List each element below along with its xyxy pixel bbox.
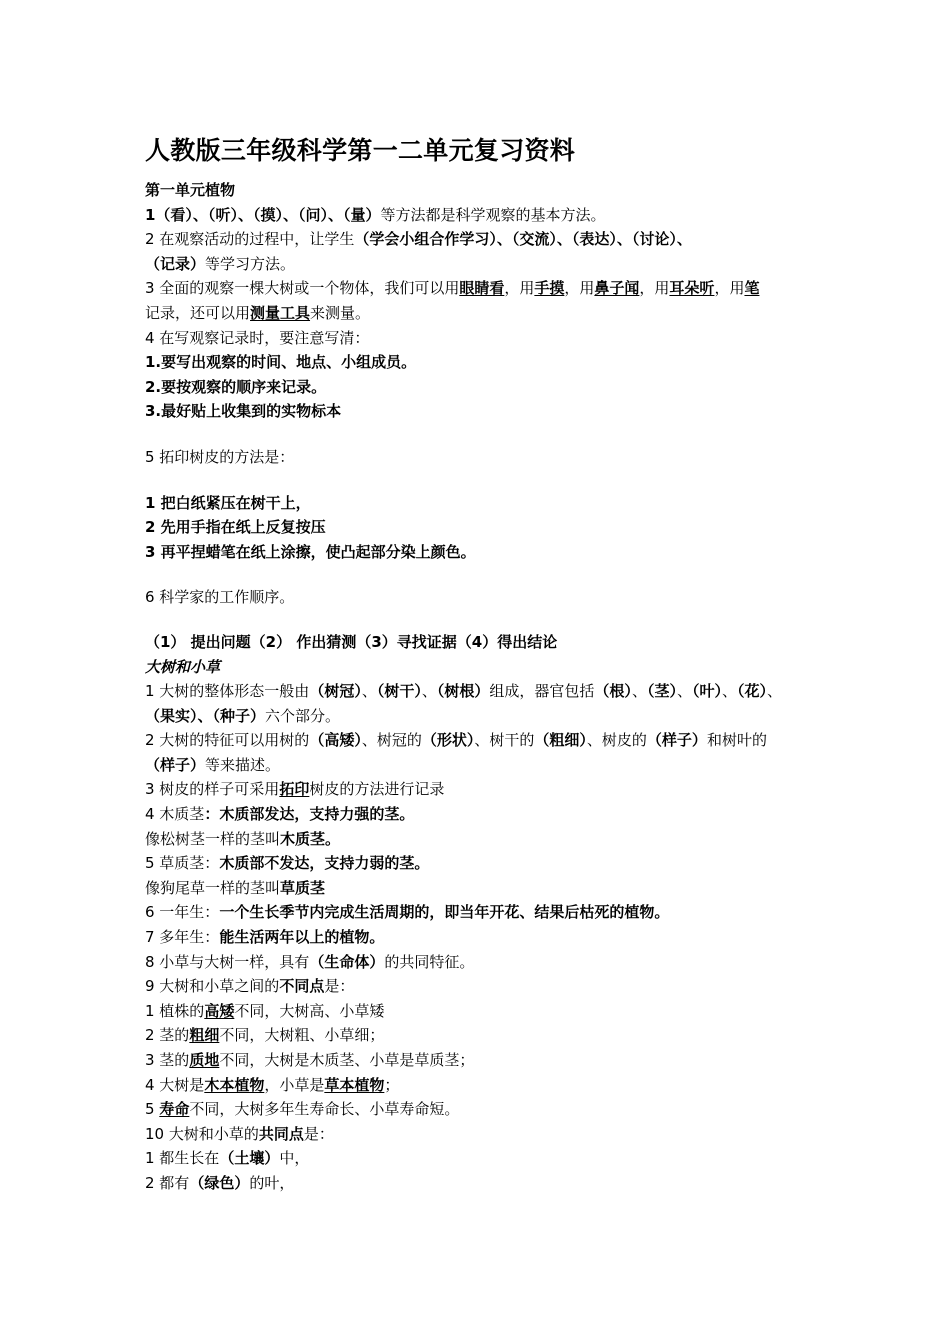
text-line [145,326,815,351]
text-segment: ，用 [504,279,535,298]
text-segment: 来测量。 [310,303,371,322]
text-segment: 等学习方法。 [205,254,296,273]
text-segment: 4 在写观察记录时，要注意写清： [145,328,370,347]
emphasis-text: （形状） [421,731,475,750]
text-segment: 8 小草与大树一样，具有 [145,952,310,971]
text-segment: 3 茎的 [145,1051,190,1069]
text-line [145,252,815,277]
text-segment: 六个部分。 [265,706,341,725]
emphasis-text: （学会小组合作学习）、（交流）、（表达）、（讨论）、 [354,230,692,249]
emphasis-text: （记录） [145,254,206,273]
text-segment: 10 大树和小草的 [145,1124,259,1143]
text-segment: ，用 [714,279,745,298]
emphasis-text: 测量工具 [250,303,311,322]
emphasis-text: （果实）、（种子） [145,706,266,725]
text-line [145,630,815,655]
emphasis-text: （绿色） [189,1173,250,1192]
emphasis-text: 质地 [189,1051,220,1069]
text-line [145,445,815,470]
subsection-heading [145,655,815,680]
text-segment: 1 大树的整体形态一般由 [145,682,310,701]
text-segment: 像松树茎一样的茎叫 [145,829,281,848]
text-segment: 3 全面的观察一棵大树或一个物体，我们可以用 [145,279,460,298]
text-line [145,515,815,540]
emphasis-text: 草质茎 [280,878,326,897]
emphasis-text: 2.要按观察的顺序来记录。 [145,377,327,396]
emphasis-text: （茎） [646,682,677,701]
emphasis-text: 高矮 [204,1001,235,1020]
text-segment: 和树叶的 [706,731,767,750]
emphasis-text: 草本植物 [324,1075,385,1094]
emphasis-text: 不同点 [279,977,325,996]
text-line [145,950,815,975]
text-line [145,679,815,704]
text-segment: ； [384,1075,400,1094]
text-segment: 组成，器官包括 [489,682,595,701]
emphasis-text: 手摸 [534,279,565,298]
emphasis-text: 3 再平捏蜡笔在纸上涂擦，使凸起部分染上颜色。 [145,542,476,561]
text-segment: 5 [145,1100,160,1119]
text-segment: 、 [722,682,738,701]
text-line [145,1048,815,1073]
text-segment: 、 [676,682,692,701]
text-segment: 是： [303,1124,334,1143]
text-segment: 7 多年生： [145,928,220,947]
text-segment: 等方法都是科学观察的基本方法。 [380,205,606,224]
text-segment: ，小草是 [264,1075,325,1094]
emphasis-text: 拓印 [279,780,310,799]
emphasis-text: （粗细） [534,731,587,750]
text-segment: 1 植株的 [145,1001,205,1020]
emphasis-text: 第一单元植物 [145,181,236,199]
text-line [145,900,815,925]
text-segment: 是： [324,977,355,996]
emphasis-text: 耳朵听 [669,279,715,298]
text-line [145,1023,815,1048]
text-segment: 4 木质茎 [145,805,205,824]
emphasis-text: （花） [737,682,768,701]
text-segment: 不同，大树是木质茎、小草是草质茎； [219,1051,475,1069]
text-line [145,777,815,802]
emphasis-text: ：木质部发达，支持力强的茎。 [204,805,415,824]
document-body [145,178,815,1196]
text-line [145,540,815,565]
text-line [145,1122,815,1147]
text-segment: 5 草质茎： [145,854,220,873]
emphasis-text: （根） [594,682,632,701]
text-segment: 、树冠的 [361,731,422,750]
emphasis-text: 2 先用手指在纸上反复按压 [145,518,326,537]
emphasis-text: （高矮） [309,731,362,750]
emphasis-text: （生命体） [309,952,385,971]
text-segment: 像狗尾草一样的茎叫 [145,878,281,897]
text-segment: 等来描述。 [205,755,281,774]
emphasis-text: 1.要写出观察的时间、地点、小组成员。 [145,353,417,372]
text-segment: 、 [767,682,783,701]
emphasis-text: 一个生长季节内完成生活周期的，即当年开花、结果后枯死的植物。 [219,903,670,922]
text-line [145,1146,815,1171]
text-line [145,1097,815,1122]
text-line [145,876,815,901]
text-line [145,399,815,424]
text-line [145,350,815,375]
text-line [145,203,815,228]
text-line [145,974,815,999]
emphasis-text: （土壤） [219,1149,280,1168]
text-segment: ，用 [564,279,595,298]
text-segment: 2 大树的特征可以用树的 [145,731,310,750]
text-line [145,728,815,753]
text-segment: 2 茎的 [145,1026,190,1045]
text-line [145,276,815,301]
text-segment: 、 [361,682,377,701]
emphasis-text: （样子） [646,731,707,750]
text-segment: 9 大树和小草之间的 [145,977,280,996]
text-segment: 5 拓印树皮的方法是： [145,447,295,466]
emphasis-text: （树根） [436,682,490,701]
emphasis-text: 木质部不发达，支持力弱的茎。 [219,854,430,873]
text-line [145,1171,815,1196]
emphasis-text: 共同点 [258,1124,304,1143]
document-page [145,134,815,1196]
emphasis-text: 粗细 [189,1026,220,1045]
text-line [145,925,815,950]
text-line [145,375,815,400]
emphasis-text: （叶） [691,682,722,701]
text-segment: 2 都有 [145,1173,190,1192]
emphasis-text: 眼睛看 [459,279,505,298]
text-segment: 3 树皮的样子可采用 [145,780,280,799]
text-segment: 2 在观察活动的过程中，让学生 [145,230,355,249]
text-line [145,585,815,610]
text-segment: 、树干的 [474,731,535,750]
text-segment: 中， [279,1149,310,1168]
text-segment: 、 [421,682,437,701]
text-segment: 、树皮的 [586,731,647,750]
emphasis-text: 大树和小草 [145,657,221,676]
text-segment: 1 都生长在 [145,1149,220,1168]
text-line [145,999,815,1024]
emphasis-text: 能生活两年以上的植物。 [219,928,385,947]
text-line [145,1073,815,1098]
text-segment: 不同，大树粗、小草细； [219,1026,385,1045]
text-segment: 、 [631,682,647,701]
text-segment: 树皮的方法进行记录 [309,780,445,799]
text-segment: 记录，还可以用 [145,303,251,322]
emphasis-text: 1 把白纸紧压在树干上， [145,493,311,512]
section-heading [145,178,815,203]
text-line [145,704,815,729]
text-segment: 6 一年生： [145,903,220,922]
emphasis-text: （1） 提出问题（2） 作出猜测（3）寻找证据（4）得出结论 [145,632,558,651]
text-segment: 的共同特征。 [384,952,475,971]
text-line [145,827,815,852]
emphasis-text: 木本植物 [204,1075,265,1094]
text-segment: 的叶， [249,1173,295,1192]
text-line [145,851,815,876]
document-title: 人教版三年级科学第一二单元复习资料 [145,136,576,165]
emphasis-text: 笔 [744,279,760,298]
text-segment: 不同，大树高、小草矮 [234,1001,385,1020]
text-segment: 4 大树是 [145,1075,205,1094]
emphasis-text: （树冠） [309,682,362,701]
emphasis-text: 1（看）、（听）、（摸）、（问）、（量） [145,205,381,224]
emphasis-text: 鼻子闻 [594,279,640,298]
emphasis-text: 木质茎。 [280,829,341,848]
text-segment: ，用 [639,279,670,298]
text-segment: 不同，大树多年生寿命长、小草寿命短。 [189,1100,460,1119]
emphasis-text: 寿命 [159,1100,190,1119]
emphasis-text: （样子） [145,755,206,774]
text-line [145,301,815,326]
text-line [145,491,815,516]
text-line [145,227,815,252]
text-line [145,802,815,827]
text-segment: 6 科学家的工作顺序。 [145,588,295,607]
emphasis-text: （树干） [376,682,422,701]
text-line [145,753,815,778]
emphasis-text: 3.最好贴上收集到的实物标本 [145,402,342,421]
